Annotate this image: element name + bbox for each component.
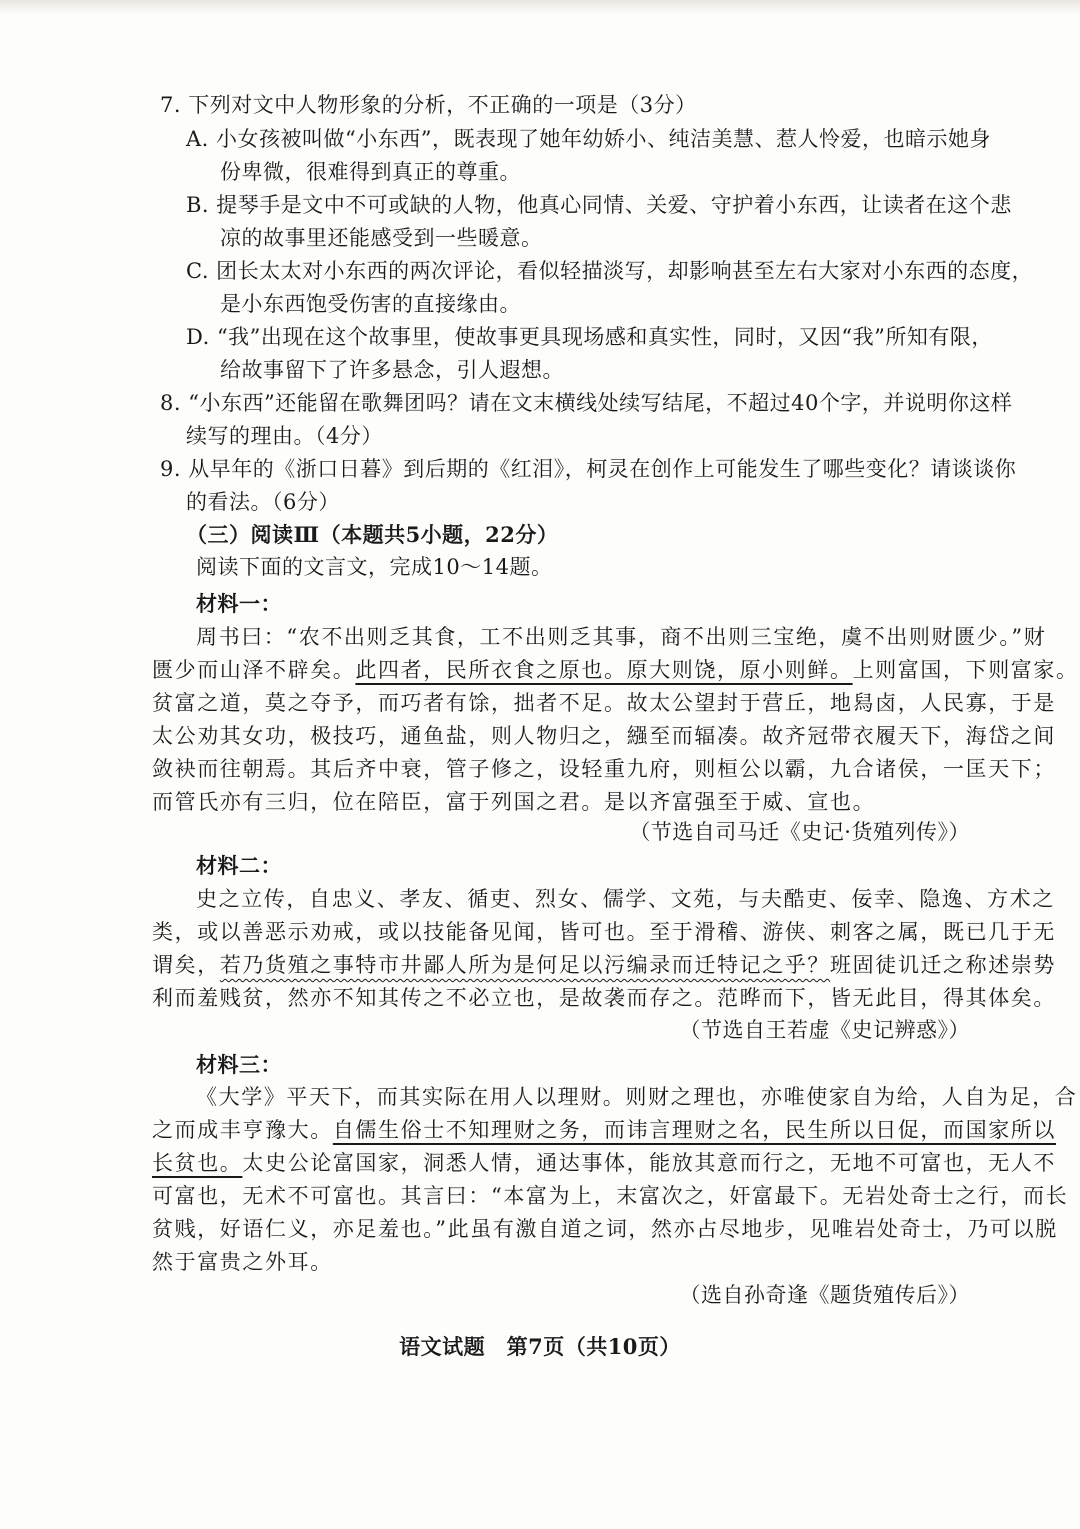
material2-source: （节选自王若虚《史记辨惑》） — [679, 1018, 970, 1042]
q7-option-a-line1: A. 小女孩被叫做“小东西”，既表现了她年幼娇小、纯洁美慧、惹人怜爱，也暗示她身 — [186, 127, 991, 151]
scan-edge — [0, 0, 1080, 14]
material2-line3-c: 班固徒讥迁之称述崇势 — [830, 953, 1057, 977]
section-instruction: 阅读下面的文言文，完成10～14题。 — [196, 555, 553, 579]
material1-line6: 而管氏亦有三归，位在陪臣，富于列国之君。是以齐富强至于威、宣也。 — [152, 790, 876, 814]
material3-line6: 然于富贵之外耳。 — [152, 1250, 333, 1274]
q7-stem: 7. 下列对文中人物形象的分析，不正确的一项是（3分） — [160, 93, 697, 117]
q7-option-b-line1: B. 提琴手是文中不可或缺的人物，他真心同情、关爱、守护着小东西，让读者在这个悲 — [186, 193, 1012, 217]
material1-source: （节选自司马迁《史记·货殖列传》） — [629, 820, 970, 844]
material2-label: 材料二： — [196, 853, 282, 878]
material1-underlined-sentence: 此四者，民所衣食之原也。原大则饶，原小则鲜。 — [355, 658, 853, 682]
material2-line3 — [152, 950, 1056, 980]
material3-label: 材料三： — [196, 1052, 282, 1077]
q7-option-d-line2: 给故事留下了许多悬念，引人遐想。 — [220, 358, 564, 382]
q7-option-a-line2: 份卑微，很难得到真正的尊重。 — [220, 160, 521, 184]
material3-line1: 《大学》平天下，而其实际在用人以理财。则财之理也，亦唯使家自为给，人自为足，合 — [196, 1085, 1078, 1109]
q7-option-d-line1: D. “我”出现在这个故事里，使故事更具现场感和真实性，同时，又因“我”所知有限， — [186, 325, 993, 349]
material3-line2 — [152, 1115, 1056, 1145]
material1-line1: 周书曰：“农不出则乏其食，工不出则乏其事，商不出则三宝绝，虞不出则财匮少。”财 — [196, 625, 1047, 649]
material1-label: 材料一： — [196, 591, 282, 616]
material1-line2-c: 上则富国，下则富家。 — [852, 658, 1079, 682]
material2-wavy-sentence: 若乃货殖之事特市井鄙人所为是何足以污编录而迁特记之乎？ — [219, 953, 831, 977]
q7-option-c-line1: C. 团长太太对小东西的两次评论，看似轻描淡写，却影响甚至左右大家对小东西的态度， — [186, 259, 1034, 283]
page-footer: 语文试题 第7页（共10页） — [399, 1334, 681, 1359]
material3-line4: 可富也，无术不可富也。其言曰：“本富为上，末富次之，奸富最下。无岩处奇士之行，而长 — [152, 1184, 1069, 1208]
material2-line4: 利而羞贱贫，然亦不知其传之不必立也，是故袭而存之。范晔而下，皆无此目，得其体矣。 — [152, 986, 1056, 1010]
material2-line3-a: 谓矣， — [152, 953, 220, 977]
material3-line3-b: 太史公论富国家，洞悉人情，通达事体，能放其意而行之，无地不可富也，无人不 — [242, 1151, 1057, 1175]
material3-underlined-sentence-part1: 自儒生俗士不知理财之务，而讳言理财之名，民生所以日促，而国家所以 — [332, 1118, 1057, 1142]
material1-line2 — [152, 655, 1079, 685]
material3-line3 — [152, 1148, 1056, 1178]
material2-line2: 类，或以善恶示劝戒，或以技能备见闻，皆可也。至于滑稽、游侠、刺客之属，既已几于无 — [152, 920, 1056, 944]
material1-line5: 敛袂而往朝焉。其后齐中衰，管子修之，设轻重九府，则桓公以霸，九合诸侯，一匡天下； — [152, 757, 1056, 781]
material1-line3: 贫富之道，莫之夺予，而巧者有馀，拙者不足。故太公望封于营丘，地舄卤，人民寡，于是 — [152, 691, 1056, 715]
q7-option-b-line2: 凉的故事里还能感受到一些暖意。 — [220, 226, 543, 250]
material2-line1: 史之立传，自忠义、孝友、循吏、烈女、儒学、文苑，与夫酷吏、佞幸、隐逸、方术之 — [196, 887, 1055, 911]
material1-line4: 太公劝其女功，极技巧，通鱼盐，则人物归之，繦至而辐凑。故齐冠带衣履天下，海岱之间 — [152, 724, 1056, 748]
q7-option-c-line2: 是小东西饱受伤害的直接缘由。 — [220, 292, 521, 316]
material3-line5: 贫贱，好语仁义，亦足羞也。”此虽有激自道之词，然亦占尽地步，见唯岩处奇士，乃可以脱 — [152, 1217, 1058, 1241]
q9-line1: 9. 从早年的《浙口日暮》到后期的《红泪》，柯灵在创作上可能发生了哪些变化？请谈谈你 — [160, 457, 1017, 481]
q8-line2: 续写的理由。（4分） — [186, 424, 383, 448]
q8-line1: 8. “小东西”还能留在歌舞团吗？请在文末横线处续写结尾，不超过40个字，并说明你这样 — [160, 391, 1013, 415]
section-heading: （三）阅读Ⅲ（本题共5小题，22分） — [186, 522, 559, 547]
q9-line2: 的看法。（6分） — [186, 490, 340, 514]
material3-source: （选自孙奇逢《题货殖传后》） — [679, 1283, 970, 1307]
material3-line2-a: 之而成丰亨豫大。 — [152, 1118, 333, 1142]
material3-underlined-sentence-part2: 长贫也。 — [152, 1151, 243, 1175]
material1-line2-a: 匮少而山泽不辟矣。 — [152, 658, 356, 682]
